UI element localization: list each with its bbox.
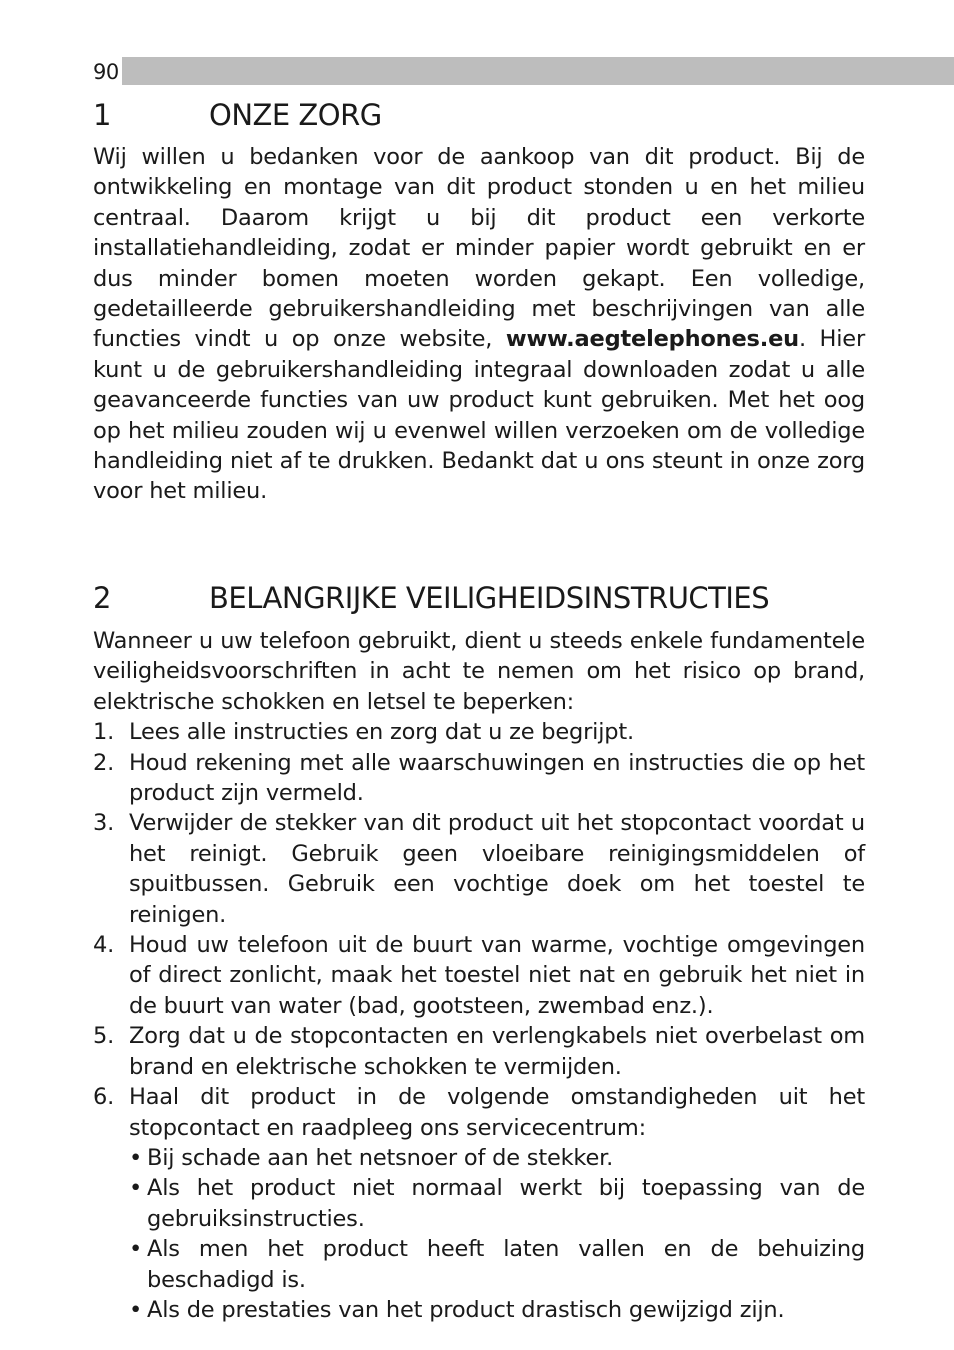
list-item-text: Houd rekening met alle waarschuwingen en instructies die op het product zijn vermeld. xyxy=(129,749,865,807)
list-item-number: 4. xyxy=(93,932,115,959)
sub-list-item xyxy=(129,1143,865,1173)
list-item xyxy=(93,717,865,747)
safety-instructions-list xyxy=(93,717,865,1325)
section-2-intro: Wanneer u uw telefoon gebruikt, dient u steeds enkele fundamentele veiligheidsvoorschriften in acht te nemen om het risico op brand, elektrische schokken en letsel te beperken: xyxy=(93,628,865,715)
sub-list-item-text: Bij schade aan het netsnoer of de stekker. xyxy=(147,1144,614,1171)
bullet-icon: • xyxy=(129,1236,143,1263)
list-item xyxy=(93,1082,865,1325)
section-1-paragraph xyxy=(93,142,865,507)
list-item xyxy=(93,808,865,930)
website-url: www.aegtelephones.eu xyxy=(505,326,799,353)
page-header-bar xyxy=(93,57,954,85)
sub-list-item-text: Als de prestaties van het product drastisch gewijzigd zijn. xyxy=(147,1296,785,1323)
list-item xyxy=(93,748,865,809)
list-item xyxy=(93,1021,865,1082)
bullet-icon: • xyxy=(129,1175,143,1202)
sub-list-item-text: Als men het product heeft laten vallen en de behuizing beschadigd is. xyxy=(147,1236,865,1293)
list-item xyxy=(93,930,865,1021)
list-item-number: 1. xyxy=(93,719,115,746)
list-item-text: Verwijder de stekker van dit product uit het stopcontact voordat u het reinigt. Gebruik geen vloeibare reinigingsmiddelen of spuitbussen. Gebruik een vochtige doek om het toestel te reinigen. xyxy=(129,810,865,928)
sub-list-item xyxy=(129,1173,865,1234)
section-2-body xyxy=(93,626,865,1325)
section-1-body xyxy=(93,142,865,507)
section-2-number: 2 xyxy=(93,581,111,615)
paragraph-text-before-url: Wij willen u bedanken voor de aankoop van dit product. Bij de ontwikkeling en montage van dit product stonden u en het milieu centraal. Daarom krijgt u bij dit product een verkorte installatiehandleiding, zodat er minder papier wordt gebruikt en er dus minder bomen moeten worden gekapt. Een volledige, gedetailleerde gebruikershandleiding met beschrijvingen van alle functies vindt u op onze website, xyxy=(93,144,865,353)
list-item-text: Houd uw telefoon uit de buurt van warme, vochtige omgevingen of direct zonlicht, maak het toestel niet nat en gebruik het niet in de buurt van water (bad, gootsteen, zwembad enz.). xyxy=(129,932,865,1019)
section-1-number: 1 xyxy=(93,98,111,132)
sub-list-item xyxy=(129,1234,865,1295)
page-number: 90 xyxy=(93,57,122,85)
paragraph-text-after-url: . Hier kunt u de gebruikershandleiding integraal downloaden zodat u alle geavanceerde functies van uw product kunt gebruiken. Met het oog op het milieu zouden wij u evenwel willen verzoeken om de volledige handleiding niet af te drukken. Bedankt dat u ons steunt in onze zorg voor het milieu. xyxy=(93,326,865,505)
section-1-heading xyxy=(93,98,382,132)
sub-list-item-text: Als het product niet normaal werkt bij toepassing van de gebruiksinstructies. xyxy=(147,1175,865,1232)
sub-list-item xyxy=(129,1295,865,1325)
list-item-number: 2. xyxy=(93,749,115,776)
list-item-text: Lees alle instructies en zorg dat u ze begrijpt. xyxy=(129,719,634,746)
list-item-number: 6. xyxy=(93,1084,115,1111)
list-item-text: Haal dit product in de volgende omstandigheden uit het stopcontact en raadpleeg ons servicecentrum: xyxy=(129,1084,865,1141)
list-item-number: 3. xyxy=(93,810,115,837)
bullet-icon: • xyxy=(129,1144,143,1171)
list-item-number: 5. xyxy=(93,1023,115,1050)
list-item-text: Zorg dat u de stopcontacten en verlengkabels niet overbelast om brand en elektrische schokken te vermijden. xyxy=(129,1023,865,1080)
sub-list xyxy=(129,1143,865,1325)
section-2-title: BELANGRIJKE VEILIGHEIDSINSTRUCTIES xyxy=(209,581,770,615)
bullet-icon: • xyxy=(129,1296,143,1323)
section-1-title: ONZE ZORG xyxy=(209,98,382,132)
section-2-heading xyxy=(93,581,769,615)
